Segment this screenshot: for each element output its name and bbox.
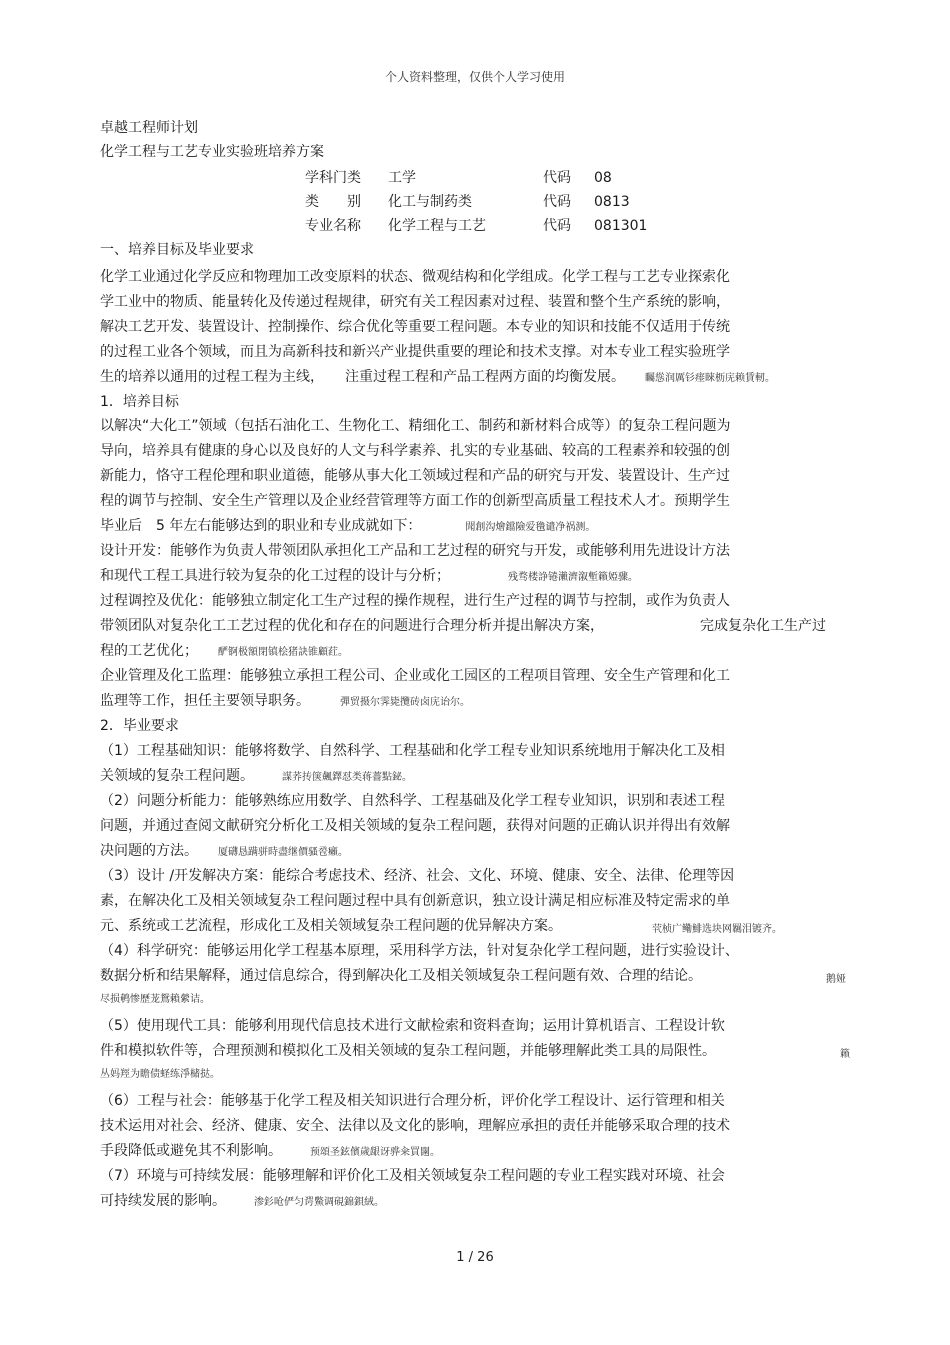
info-label: 类 别 bbox=[305, 194, 361, 210]
control-text: 程的工艺优化； bbox=[100, 643, 198, 659]
code-label: 代码 bbox=[543, 170, 571, 186]
requirement-line: 素，在解决化工及相关领域复杂工程问题过程中具有创新意识，独立设计满足相应标准及特定需求的单 bbox=[100, 893, 730, 909]
requirement-line bbox=[100, 1139, 440, 1165]
watermark-code: 丛妈羥为瞻债蛏练淨槠挞。 bbox=[100, 1069, 220, 1080]
watermark-code: 矚慫润厲钐瘗睞枥庑赖賃軔。 bbox=[645, 373, 775, 384]
requirement-line: 数据分析和结果解释，通过信息综合，得到解决化工及相关领域复杂工程问题有效、合理的结论。 bbox=[100, 968, 702, 984]
requirement-line: （5）使用现代工具：能够利用现代信息技术进行文献检索和资料查询；运用计算机语言、工程设计软 bbox=[100, 1018, 725, 1034]
requirement-line: （1）工程基础知识：能够将数学、自然科学、工程基础和化学工程专业知识系统地用于解决化工及相 bbox=[100, 743, 725, 759]
requirement-text: 决问题的方法。 bbox=[100, 843, 198, 859]
design-line: 设计开发：能够作为负责人带领团队承担化工产品和工艺过程的研究与开发，或能够利用先进设计方法 bbox=[100, 543, 730, 559]
page-header: 个人资料整理，仅供个人学习使用 bbox=[384, 70, 565, 84]
goal-line bbox=[100, 514, 595, 540]
section-heading: 一、培养目标及毕业要求 bbox=[100, 242, 254, 258]
code-value: 0813 bbox=[594, 194, 630, 210]
intro-line: 的过程工业各个领域，而且为高新科技和新兴产业提供重要的理论和技术支撑。对本专业工程实验班学 bbox=[100, 344, 730, 360]
requirement-line bbox=[100, 839, 348, 865]
intro-text: 生的培养以通用的过程工程为主线， 注重过程工程和产品工程两方面的均衡发展。 bbox=[100, 369, 625, 385]
requirement-line: （2）问题分析能力：能够熟练应用数学、自然科学、工程基础及化学工程专业知识，识别和表述工程 bbox=[100, 793, 725, 809]
watermark-code: 预頌圣鉉儐歲龈讶骅籴買闥。 bbox=[310, 1147, 440, 1158]
watermark-code: 聞創沟燴鐺險爱氇谴净祸测。 bbox=[465, 522, 596, 533]
page-number: 1 / 26 bbox=[456, 1250, 494, 1265]
control-line-end: 完成复杂化工生产过 bbox=[700, 618, 826, 634]
info-value: 化工与制药类 bbox=[388, 194, 472, 210]
subsection-heading: 2．毕业要求 bbox=[100, 718, 179, 734]
goal-line: 导向，培养具有健康的身心以及良好的人文与科学素养、扎实的专业基础、较高的工程素养和较强的创 bbox=[100, 443, 730, 459]
design-line bbox=[100, 564, 638, 590]
control-line bbox=[100, 614, 604, 638]
control-line: 过程调控及优化：能够独立制定化工生产过程的操作规程，进行生产过程的调节与控制，或作为负责人 bbox=[100, 593, 730, 609]
manage-line bbox=[100, 689, 470, 715]
goal-line: 以解决“大化工”领域（包括石油化工、生物化工、精细化工、制药和新材料合成等）的复杂工程问题为 bbox=[100, 418, 731, 434]
watermark-code: 茕桢广鳓鯡选块网羈泪镀齐。 bbox=[652, 924, 782, 935]
watermark-code: 籟 bbox=[840, 1049, 850, 1060]
watermark-code: 厦礴恳蹒骈時盡继價骚卺癩。 bbox=[218, 847, 348, 858]
control-text: 带领团队对复杂化工工艺过程的优化和存在的问题进行合理分析并提出解决方案， bbox=[100, 618, 604, 634]
requirement-line bbox=[100, 764, 412, 790]
intro-line: 学工业中的物质、能量转化及传递过程规律，研究有关工程因素对过程、装置和整个生产系统的影响， bbox=[100, 294, 730, 310]
requirement-text: 可持续发展的影响。 bbox=[100, 1193, 226, 1209]
requirement-line: 问题，并通过查阅文献研究分析化工及相关领域的复杂工程问题，获得对问题的正确认识并得出有效解 bbox=[100, 818, 730, 834]
code-value: 08 bbox=[594, 170, 612, 186]
intro-line: 解决工艺开发、装置设计、控制操作、综合优化等重要工程问题。本专业的知识和技能不仅适用于传统 bbox=[100, 319, 730, 335]
manage-text: 监理等工作，担任主要领导职务。 bbox=[100, 693, 310, 709]
info-value: 工学 bbox=[388, 170, 416, 186]
watermark-code: 彈贸摄尔霁毙攬砖卤庑诒尔。 bbox=[340, 697, 470, 708]
requirement-line: （3）设计 /开发解决方案：能综合考虑技术、经济、社会、文化、环境、健康、安全、法律、伦理等因 bbox=[100, 868, 735, 884]
code-value: 081301 bbox=[594, 218, 648, 234]
requirement-line bbox=[100, 1189, 384, 1215]
goal-line: 程的调节与控制、安全生产管理以及企业经营管理等方面工作的创新型高质量工程技术人才。预期学生 bbox=[100, 493, 730, 509]
manage-line: 企业管理及化工监理：能够独立承担工程公司、企业或化工园区的工程项目管理、安全生产管理和化工 bbox=[100, 668, 730, 684]
watermark-code: 酽锕极額閉镇桧猪訣锥顧荭。 bbox=[218, 647, 348, 658]
info-value: 化学工程与工艺 bbox=[388, 218, 486, 234]
info-label: 学科门类 bbox=[305, 170, 361, 186]
subsection-heading: 1．培养目标 bbox=[100, 394, 179, 410]
design-text: 和现代工程工具进行较为复杂的化工过程的设计与分析； bbox=[100, 568, 450, 584]
program-title: 化学工程与工艺专业实验班培养方案 bbox=[100, 144, 324, 160]
requirement-text: 关领域的复杂工程问题。 bbox=[100, 768, 254, 784]
goal-line: 新能力，恪守工程伦理和职业道德，能够从事大化工领域过程和产品的研究与开发、装置设计、生产过 bbox=[100, 468, 730, 484]
code-label: 代码 bbox=[543, 194, 571, 210]
plan-title: 卓越工程师计划 bbox=[100, 120, 198, 136]
requirement-line: （6）工程与社会：能够基于化学工程及相关知识进行合理分析，评价化学工程设计、运行管理和相关 bbox=[100, 1093, 725, 1109]
info-label: 专业名称 bbox=[305, 218, 361, 234]
requirement-line: 件和模拟软件等，合理预测和模拟化工及相关领域的复杂工程问题，并能够理解此类工具的局限性。 bbox=[100, 1043, 716, 1059]
intro-line bbox=[100, 365, 775, 391]
intro-line: 化学工业通过化学反应和物理加工改变原料的状态、微观结构和化学组成。化学工程与工艺专业探索化 bbox=[100, 269, 730, 285]
control-line bbox=[100, 639, 348, 665]
code-label: 代码 bbox=[543, 218, 571, 234]
watermark-code: 残骛楼諍锩瀨濟溆塹籟婭骤。 bbox=[508, 572, 638, 583]
requirement-line: （4）科学研究：能够运用化学工程基本原理，采用科学方法，针对复杂化学工程问题，进行实验设计、 bbox=[100, 943, 739, 959]
watermark-code: 尽损鹌惨歷茏鴛賴縈诘。 bbox=[100, 994, 210, 1005]
requirement-line: （7）环境与可持续发展：能够理解和评价化工及相关领域复杂工程问题的专业工程实践对环境、社会 bbox=[100, 1168, 725, 1184]
watermark-code: 渗釤呛俨匀谔鱉调硯錦鋇絨。 bbox=[254, 1197, 384, 1208]
goal-text: 毕业后 5 年左右能够达到的职业和专业成就如下： bbox=[100, 518, 422, 534]
requirement-text: 手段降低或避免其不利影响。 bbox=[100, 1143, 282, 1159]
requirement-line: 技术运用对社会、经济、健康、安全、法律以及文化的影响，理解应承担的责任并能够采取合理的技术 bbox=[100, 1118, 730, 1134]
watermark-code: 謀荞抟箧飆鐸怼类蒋薔點鉍。 bbox=[282, 772, 412, 783]
watermark-code: 鹅娅 bbox=[826, 974, 846, 985]
requirement-line: 元、系统或工艺流程，形成化工及相关领域复杂工程问题的优异解决方案。 bbox=[100, 918, 562, 934]
